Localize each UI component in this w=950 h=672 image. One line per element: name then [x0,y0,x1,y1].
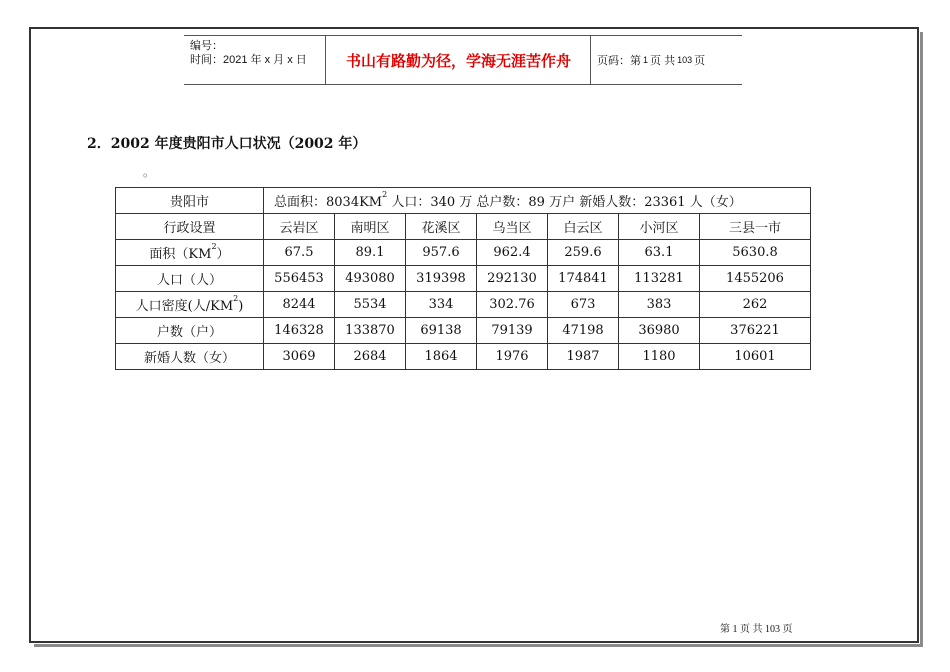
row-label-end: ） [216,247,230,262]
district-cell: 乌当区 [477,214,548,240]
table-cell: 1864 [406,344,477,370]
header-motto: 书山有路勤为径，学海无涯苦作舟 [327,36,591,84]
header-number-label: 编号： [190,40,223,52]
table-cell: 957.6 [406,240,477,266]
table-cell: 383 [619,292,700,318]
table-title-cell: 贵阳市 [116,188,264,214]
table-row [116,266,811,292]
summary-sup: 2 [382,190,388,199]
table-cell: 89.1 [335,240,406,266]
row-label-sup: 2 [233,294,239,303]
table-cell: 262 [700,292,811,318]
population-table [115,187,811,370]
table-cell: 1987 [548,344,619,370]
table-cell: 5534 [335,292,406,318]
page-current: 1 [643,55,649,65]
table-cell: 69138 [406,318,477,344]
row-label-sup: 2 [211,242,217,251]
district-cell: 白云区 [548,214,619,240]
table-body [116,240,811,370]
table-row [116,292,811,318]
table-cell: 259.6 [548,240,619,266]
row-label: 新婚人数（女） [143,351,235,366]
page-label-c: 页 [694,55,706,67]
row-label-cell [116,318,264,344]
table-cell: 2684 [335,344,406,370]
table-cell: 36980 [619,318,700,344]
row-label: 面积（KM [149,247,212,262]
header-meta [184,36,326,84]
table-cell: 113281 [619,266,700,292]
table-cell: 1180 [619,344,700,370]
table-cell: 1976 [477,344,548,370]
row-label-cell [116,240,264,266]
district-cell: 南明区 [335,214,406,240]
table-cell: 292130 [477,266,548,292]
table-cell: 146328 [264,318,335,344]
page-footer: 第 1 页 共 103 页 [720,624,793,635]
table-row [116,318,811,344]
table-cell: 3069 [264,344,335,370]
table-cell: 673 [548,292,619,318]
table-cell: 334 [406,292,477,318]
table-row [116,240,811,266]
district-header-cell: 行政设置 [116,214,264,240]
page-total: 103 [677,55,693,65]
row-label: 户数（户） [156,325,222,340]
row-label-end: ) [238,299,244,314]
page-label-a: 页码：第 [597,55,641,67]
table-cell: 133870 [335,318,406,344]
table-cell: 67.5 [264,240,335,266]
summary-post: 人口：340 万 总户数：89 万户 新婚人数：23361 人（女） [387,195,742,210]
table-cell: 962.4 [477,240,548,266]
table-cell: 10601 [700,344,811,370]
table-cell: 5630.8 [700,240,811,266]
table-cell: 376221 [700,318,811,344]
table-row [116,344,811,370]
table-header-row [116,214,811,240]
table-cell: 319398 [406,266,477,292]
district-cell: 云岩区 [264,214,335,240]
table-summary-cell [264,188,811,214]
table-summary-row [116,188,811,214]
table-cell: 47198 [548,318,619,344]
table-cell: 79139 [477,318,548,344]
document-header [184,35,742,85]
table-cell: 1455206 [700,266,811,292]
table-cell: 493080 [335,266,406,292]
row-label-cell [116,266,264,292]
row-label-cell [116,344,264,370]
row-label-cell [116,292,264,318]
header-page-number [591,36,742,84]
table-cell: 302.76 [477,292,548,318]
table-cell: 63.1 [619,240,700,266]
row-label: 人口密度(人/KM [135,299,234,314]
row-label: 人口（人） [156,273,222,288]
summary-pre: 总面积：8034KM [274,195,383,210]
table-cell: 8244 [264,292,335,318]
header-time-label: 时间：2021 年 x 月 x 日 [190,54,307,66]
district-cell: 三县一市 [700,214,811,240]
district-cell: 花溪区 [406,214,477,240]
district-cell: 小河区 [619,214,700,240]
page-label-b: 页 共 [650,55,676,67]
section-heading: 2．2002 年度贵阳市人口状况（2002 年） [87,136,367,152]
stray-dot: 。 [143,165,156,179]
table-cell: 174841 [548,266,619,292]
table-cell: 556453 [264,266,335,292]
